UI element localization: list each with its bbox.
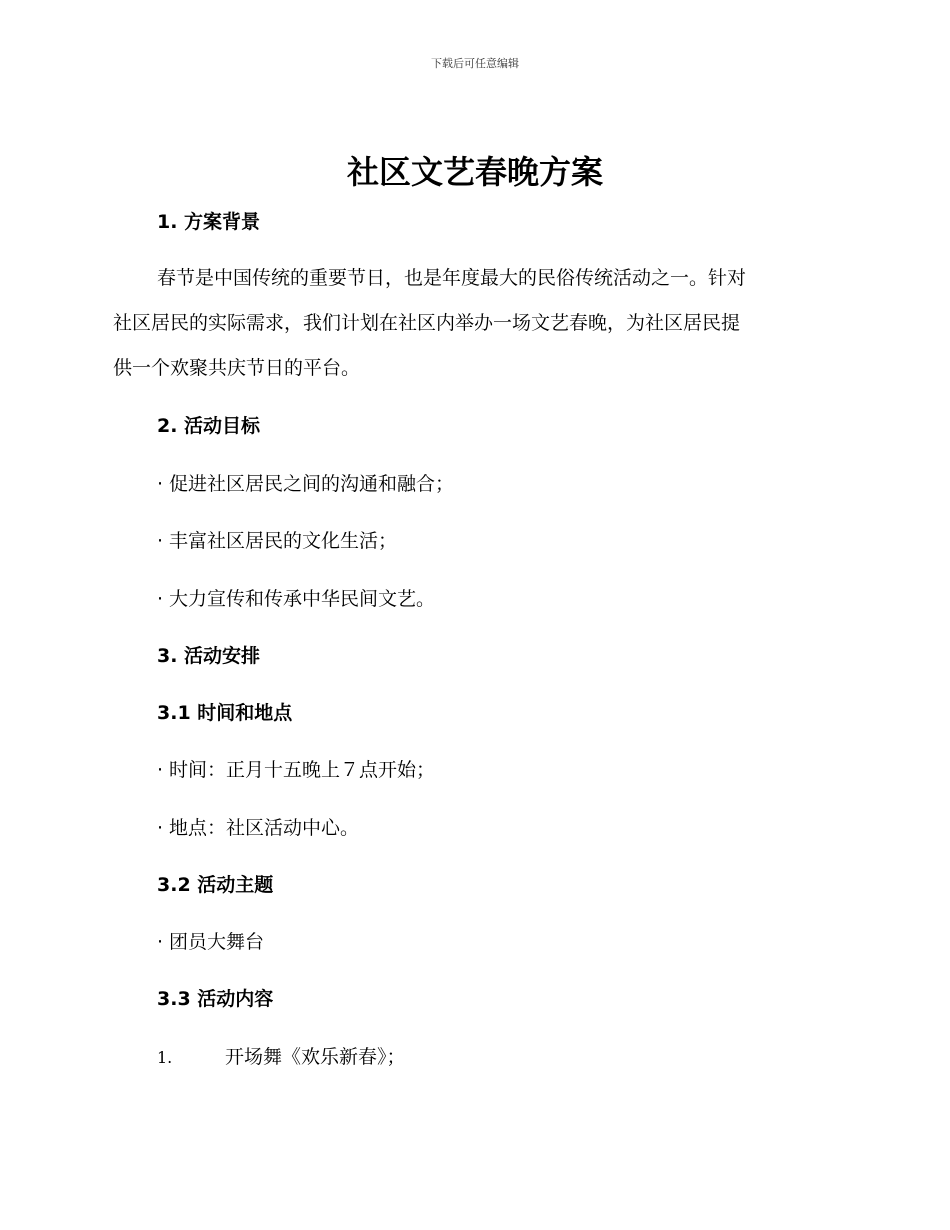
list-item (157, 586, 435, 612)
list-item (157, 757, 435, 783)
list-item-text: 时间：正月十五晚上７点开始； (169, 759, 436, 781)
document-title: 社区文艺春晚方案 (346, 153, 603, 191)
list-item-text: 促进社区居民之间的沟通和融合； (169, 473, 455, 495)
subsection-heading-time-place: 3.1 时间和地点 (157, 702, 293, 724)
bullet-marker: · (157, 931, 164, 953)
list-item (157, 471, 454, 497)
bullet-marker: · (157, 759, 164, 781)
background-paragraph (113, 256, 838, 391)
subsection-heading-theme: 3.2 活动主题 (157, 874, 274, 896)
bullet-marker: · (157, 473, 164, 495)
numbered-item-text: 开场舞《欢乐新春》； (225, 1046, 406, 1068)
list-item (157, 528, 397, 554)
paragraph-line: 供一个欢聚共庆节日的平台。 (113, 357, 361, 379)
list-item-text: 团员大舞台 (169, 931, 265, 953)
bullet-marker: · (157, 530, 164, 552)
section-heading-arrangement: 3. 活动安排 (157, 645, 261, 667)
list-item-text: 大力宣传和传承中华民间文艺。 (169, 588, 436, 610)
bullet-marker: · (157, 817, 164, 839)
paragraph-line: 春节是中国传统的重要节日，也是年度最大的民俗传统活动之一。针对 (157, 267, 747, 289)
header-note: 下载后可任意编辑 (431, 57, 519, 70)
bullet-marker: · (157, 588, 164, 610)
list-item-text: 丰富社区居民的文化生活； (169, 530, 398, 552)
numbered-item (157, 1044, 406, 1071)
section-heading-goals: 2. 活动目标 (157, 415, 261, 437)
list-item-text: 地点：社区活动中心。 (169, 817, 360, 839)
section-heading-background: 1. 方案背景 (157, 211, 261, 233)
subsection-heading-content: 3.3 活动内容 (157, 988, 274, 1010)
list-item (157, 929, 264, 955)
list-item (157, 815, 359, 841)
item-number: 1. (157, 1048, 173, 1067)
paragraph-line: 社区居民的实际需求，我们计划在社区内举办一场文艺春晚，为社区居民提 (113, 312, 741, 334)
